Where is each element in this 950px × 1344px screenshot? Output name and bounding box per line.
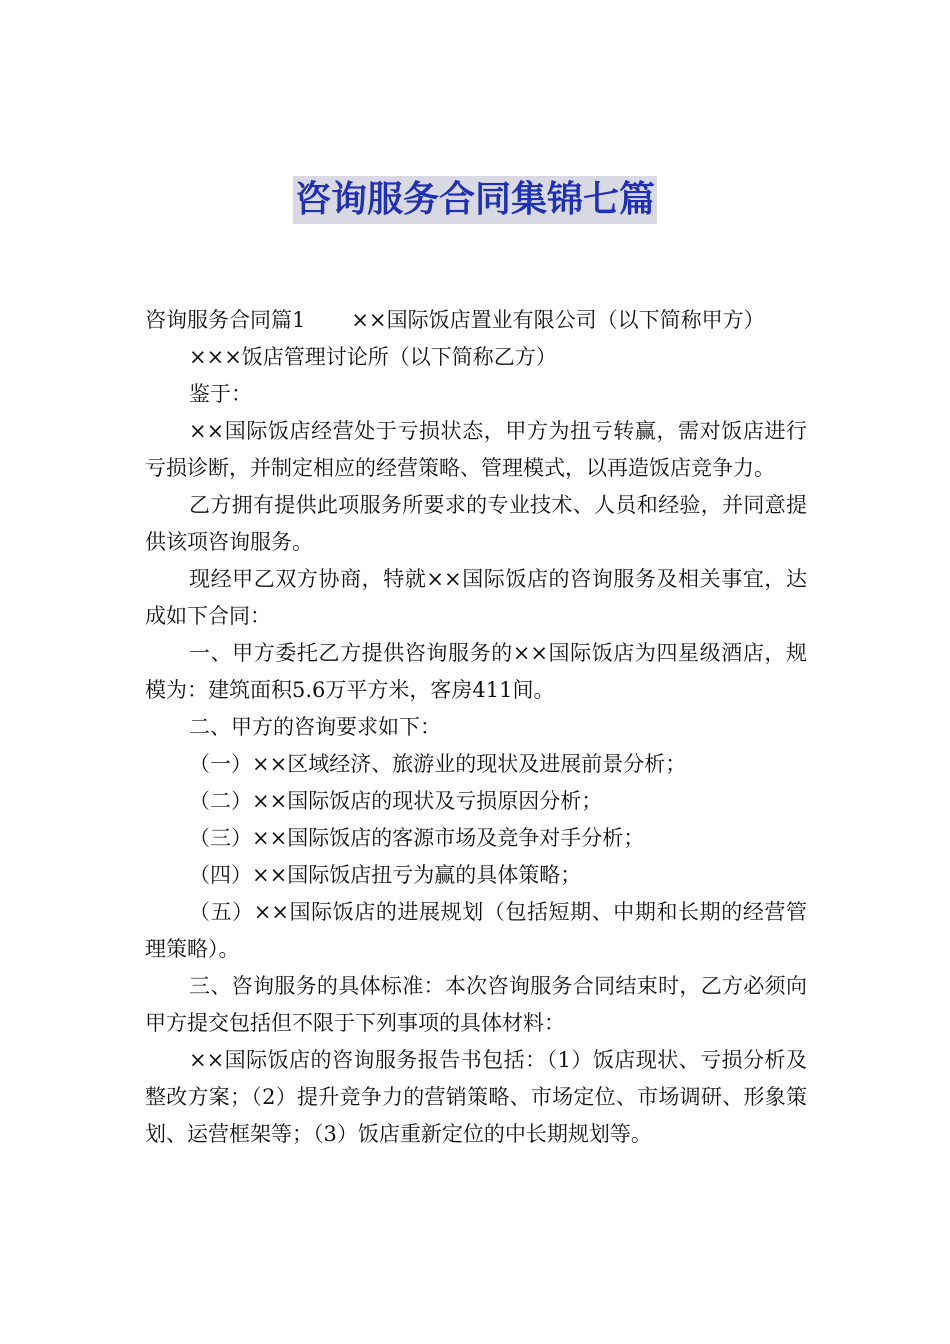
party-a: ××国际饭店置业有限公司（以下简称甲方） (351, 308, 765, 332)
paragraph: 现经甲乙双方协商，特就××国际饭店的咨询服务及相关事宜，达成如下合同： (145, 567, 807, 628)
contract-section-label: 咨询服务合同篇1 (145, 308, 306, 332)
paragraph: ×××饭店管理讨论所（以下简称乙方） (189, 345, 557, 369)
paragraph: ××国际饭店经营处于亏损状态，甲方为扭亏转赢，需对饭店进行亏损诊断，并制定相应的经营策略、管理模式，以再造饭店竞争力。 (145, 419, 807, 480)
paragraph: ××国际饭店的咨询服务报告书包括：（1）饭店现状、亏损分析及整改方案；（2）提升竞争力的营销策略、市场定位、市场调研、形象策划、运营框架等；（3）饭店重新定位的中长期规划等。 (145, 1048, 807, 1146)
list-item: （五）××国际饭店的进展规划（包括短期、中期和长期的经营管理策略）。 (145, 900, 807, 961)
list-item: （三）××国际饭店的客源市场及竞争对手分析； (189, 826, 645, 850)
paragraph: 鉴于： (189, 382, 252, 406)
list-item: （四）××国际饭店扭亏为赢的具体策略； (189, 863, 582, 887)
list-item: （二）××国际饭店的现状及亏损原因分析； (189, 789, 603, 813)
paragraph: 三、咨询服务的具体标准：本次咨询服务合同结束时，乙方必须向甲方提交包括但不限于下列事项的具体材料： (145, 974, 807, 1035)
list-item: （一）××区域经济、旅游业的现状及进展前景分析； (189, 752, 687, 776)
paragraph-first (145, 302, 807, 339)
paragraph: 二、甲方的咨询要求如下： (189, 715, 441, 739)
paragraph: 一、甲方委托乙方提供咨询服务的××国际饭店为四星级酒店，规模为：建筑面积5.6万平方米，客房411间。 (145, 641, 807, 702)
title-container (0, 176, 950, 224)
paragraph: 乙方拥有提供此项服务所要求的专业技术、人员和经验，并同意提供该项咨询服务。 (145, 493, 807, 554)
document-body (145, 302, 807, 1153)
document-title: 咨询服务合同集锦七篇 (293, 176, 657, 224)
